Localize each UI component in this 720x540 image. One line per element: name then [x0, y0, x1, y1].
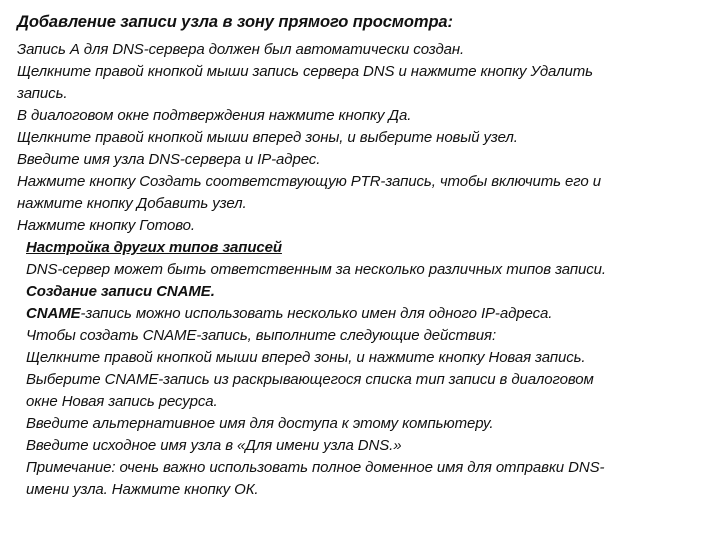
page-title: Добавление записи узла в зону прямого просмотра:: [17, 13, 453, 31]
text-line: Введите исходное имя узла в «Для имени узла DNS.»: [26, 437, 402, 454]
text-line: Примечание: очень важно использовать полное доменное имя для отправки DNS-: [26, 459, 605, 476]
cname-line: [26, 303, 552, 325]
text-line: имени узла. Нажмите кнопку ОК.: [26, 481, 259, 498]
text-line: Выберите CNAME-запись из раскрывающегося списка тип записи в диалоговом: [26, 371, 594, 388]
text-line: В диалоговом окне подтверждения нажмите кнопку Да.: [17, 107, 412, 124]
text-line: нажмите кнопку Добавить узел.: [17, 195, 247, 212]
text-line: Введите имя узла DNS-сервера и IP-адрес.: [17, 151, 321, 168]
text-line: Нажмите кнопку Готово.: [17, 217, 195, 234]
text-line: Щелкните правой кнопкой мыши вперед зоны, и нажмите кнопку Новая запись.: [26, 349, 586, 366]
text-line: DNS-сервер может быть ответственным за несколько различных типов записи.: [26, 261, 606, 278]
section-heading: Создание записи CNAME.: [26, 283, 215, 300]
cname-term: CNAME: [26, 305, 81, 322]
text-line: окне Новая запись ресурса.: [26, 393, 218, 410]
text-line: запись.: [17, 85, 68, 102]
text-line: Щелкните правой кнопкой мыши запись сервера DNS и нажмите кнопку Удалить: [17, 63, 593, 80]
text-line: Нажмите кнопку Создать соответствующую PTR-запись, чтобы включить его и: [17, 173, 601, 190]
text-line: Введите альтернативное имя для доступа к этому компьютеру.: [26, 415, 494, 432]
text-line: Чтобы создать CNAME-запись, выполните следующие действия:: [26, 327, 497, 344]
text-line: Щелкните правой кнопкой мыши вперед зоны, и выберите новый узел.: [17, 129, 518, 146]
text-line: Запись А для DNS-сервера должен был автоматически создан.: [17, 41, 465, 58]
section-heading: Настройка других типов записей: [26, 239, 282, 256]
cname-description: -запись можно использовать несколько имен для одного IP-адреса.: [80, 305, 553, 322]
